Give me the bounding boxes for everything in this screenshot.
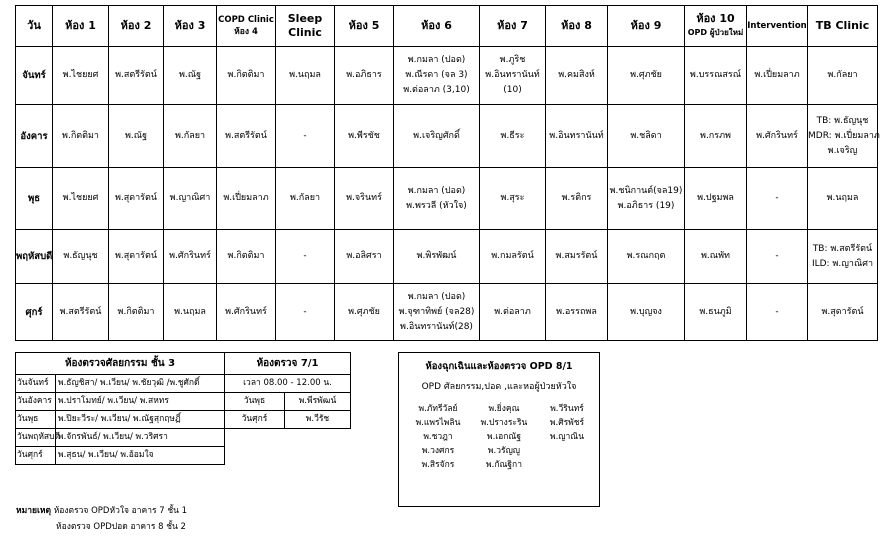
schedule-cell (685, 47, 747, 105)
column-header (109, 6, 164, 47)
schedule-cell (109, 230, 164, 284)
room-71-doctor: พ.วีรัช (285, 411, 351, 429)
doctor-name: พ.เจริญ (827, 145, 858, 156)
schedule-cell (546, 168, 608, 230)
doctor-name: พ.อินทรานันท์(28) (400, 321, 473, 332)
schedule-cell (608, 284, 685, 341)
schedule-cell (164, 105, 217, 168)
doctor-name: พ.กิตติมา (227, 251, 265, 261)
schedule-cell (394, 47, 480, 105)
schedule-cell (480, 284, 546, 341)
doctor-name: พ.ณัฐ (178, 70, 202, 80)
header-text: ห้อง 7 (497, 19, 528, 32)
schedule-cell (808, 168, 878, 230)
schedule-cell (546, 105, 608, 168)
doctor-name: พ.อลิศรา (346, 251, 382, 261)
room-71-title: ห้องตรวจ 7/1 (225, 353, 351, 375)
table-row (16, 284, 878, 341)
doctor-name: พ.ต่อลาภ (494, 306, 531, 317)
opd-81-doctor: พ.ญาณิน (549, 432, 585, 442)
doctor-name: พ.พิรพัฒน์ (416, 251, 457, 261)
room-71-day: วันศุกร์ (225, 411, 285, 429)
header-text: ห้อง 1 (65, 19, 96, 32)
doctor-name: (10) (503, 85, 522, 95)
doctor-name: พ.ธัญนุช (63, 251, 98, 261)
doctor-name: พ.ปฐมพล (697, 193, 734, 203)
doctor-name: - (775, 193, 779, 203)
opd-81-doctor: พ.วีรินทร์ (550, 404, 584, 414)
schedule-cell (546, 230, 608, 284)
schedule-cell (608, 105, 685, 168)
header-text: ห้อง 6 (421, 19, 452, 32)
schedule-cell (747, 230, 808, 284)
doctor-name: พ.ณัฐ (124, 130, 148, 141)
schedule-cell (394, 230, 480, 284)
day-cell: จันทร์ (16, 47, 53, 105)
column-header (335, 6, 394, 47)
header-text: Sleep (287, 12, 323, 25)
opd-81-doctor: พ.ศิรพัชร์ (549, 418, 585, 428)
doctor-name: พ.ณีรดา (จล 3) (405, 70, 468, 80)
doctor-name: พ.นฤมล (826, 193, 859, 203)
schedule-cell (685, 168, 747, 230)
opd-81-title: ห้องฉุกเฉินและห้องตรวจ OPD 8/1 (425, 361, 573, 372)
doctor-name: พ.รติกร (561, 193, 592, 203)
header-text: ห้อง 8 (561, 19, 592, 32)
doctor-name: พ.อรรถพล (556, 306, 597, 317)
schedule-cell (276, 168, 335, 230)
doctor-name: MDR: พ.เปี่ยมลาภ (808, 130, 880, 141)
doctor-name: พ.ศุภชัย (348, 306, 380, 317)
doctor-name: พ.ณพัท (700, 251, 730, 261)
surgery-day: วันอังคาร (16, 393, 56, 411)
doctor-name: พ.สุดารัตน์ (821, 306, 864, 317)
schedule-cell (217, 284, 276, 341)
schedule-cell (685, 230, 747, 284)
surgery-doctors: พ.ปราโมทย์/ พ.เวียน/ พ.สหทร (56, 393, 225, 411)
schedule-cell (164, 168, 217, 230)
doctor-name: พ.กรภพ (700, 130, 731, 141)
schedule-cell (217, 230, 276, 284)
doctor-name: พ.นฤมล (289, 70, 321, 80)
column-header (546, 6, 608, 47)
schedule-cell (53, 284, 109, 341)
schedule-cell (608, 168, 685, 230)
schedule-cell (217, 47, 276, 105)
surgery-day: วันพุธ (16, 411, 56, 429)
schedule-cell (53, 168, 109, 230)
schedule-cell (335, 47, 394, 105)
opd-81-doctor: พ.ปรางระริน (480, 418, 528, 428)
schedule-cell (480, 168, 546, 230)
header-text: ห้อง 2 (120, 19, 152, 32)
doctor-name: - (775, 306, 779, 317)
schedule-cell (685, 284, 747, 341)
doctor-name: พ.บรรณสรณ์ (689, 70, 742, 80)
doctor-name: พ.ศักรินทร์ (169, 251, 211, 261)
doctor-name: พ.ชนิกานต์(จล19) (609, 185, 683, 196)
opd-81-doctor: พ.วงศกร (421, 446, 455, 456)
doctor-name: พ.กมลา (ปอด) (407, 291, 466, 302)
doctor-name: พ.พรวลี (หัวใจ) (406, 200, 467, 211)
opd-81-doctor: พ.ภัทรีวัลย์ (418, 404, 458, 414)
column-header (394, 6, 480, 47)
schedule-cell (217, 168, 276, 230)
opd-81-doctor: พ.วรัญญู (487, 446, 521, 456)
notes (16, 503, 187, 535)
doctor-name: พ.นฤมล (174, 306, 206, 317)
doctor-name: พ.สมรรัตน์ (555, 251, 598, 261)
surgery-day: วันพฤหัสบดี (16, 429, 56, 447)
schedule-cell (335, 105, 394, 168)
opd-81-doctor-grid (405, 402, 599, 472)
doctor-name: พ.สุระ (500, 193, 525, 203)
schedule-cell (546, 284, 608, 341)
doctor-name: พ.บุญจง (630, 306, 662, 317)
room-71-doctor: พ.พีรพัฒน์ (285, 393, 351, 411)
schedule-cell (53, 230, 109, 284)
schedule-cell (335, 284, 394, 341)
doctor-name: พ.ภูริช (499, 55, 526, 65)
opd-81-doctor: พ.เอกณัฐ (486, 432, 522, 442)
schedule-cell (164, 47, 217, 105)
surgery-doctors: พ.ปิยะวีระ/ พ.เวียน/ พ.ณัฐสุกฤษฏิ์ (56, 411, 225, 429)
header-text: Intervention (747, 21, 807, 31)
schedule-cell (164, 230, 217, 284)
doctor-name: พ.กิตติมา (117, 306, 155, 317)
opd-81-doctor (537, 444, 597, 458)
schedule-cell (276, 230, 335, 284)
header-text: TB Clinic (815, 19, 870, 32)
doctor-name: พ.สุดารัตน์ (114, 251, 158, 261)
header-text: ห้อง 5 (348, 19, 380, 32)
doctor-name: พ.ธนภูมิ (699, 306, 732, 317)
schedule-cell (53, 105, 109, 168)
doctor-name: ILD: พ.ญาณิศา (811, 258, 874, 269)
header-row (16, 6, 878, 47)
note-line-1: ห้องตรวจ OPDหัวใจ อาคาร 7 ชั้น 1 (53, 506, 188, 516)
doctor-name: พ.ศุภชัย (630, 70, 662, 80)
schedule-cell (480, 47, 546, 105)
doctor-name: พ.ธีระ (500, 130, 525, 141)
doctor-name: พ.ชลิดา (630, 130, 662, 141)
doctor-name: พ.พีรชัช (348, 130, 380, 141)
schedule-cell (480, 230, 546, 284)
header-text: COPD Clinic (218, 15, 274, 25)
doctor-name: พ.กมลา (ปอด) (407, 55, 466, 65)
doctor-name: พ.กิตติมา (227, 70, 265, 80)
column-header (685, 6, 747, 47)
column-header (164, 6, 217, 47)
table-row (16, 47, 878, 105)
opd-81-doctor: พ.สิรจักร (421, 460, 455, 470)
header-text: Clinic (288, 26, 322, 39)
header-text: ห้อง 3 (174, 19, 206, 32)
column-header (217, 6, 276, 47)
doctor-name: พ.ต่อลาภ (3,10) (403, 85, 470, 95)
schedule-cell (276, 284, 335, 341)
doctor-name: พ.สตรีรัตน์ (59, 306, 102, 317)
header-text: ห้อง 9 (630, 19, 662, 32)
opd-81-doctor: พ.ยิ่งคุณ (488, 404, 520, 414)
doctor-name: พ.รณกฤต (626, 251, 666, 261)
doctor-name: พ.อินทรานันท์ (485, 70, 540, 80)
day-cell: อังคาร (16, 105, 53, 168)
schedule-cell (608, 230, 685, 284)
column-header (608, 6, 685, 47)
opd-81-doctor: พ.กัณฐิกา (486, 460, 522, 470)
doctor-name: - (303, 306, 307, 317)
column-header (16, 6, 53, 47)
schedule-cell (164, 284, 217, 341)
doctor-name: พ.เปี่ยมลาภ (223, 193, 269, 203)
doctor-name: พ.จุฑาทิพย์ (จล28) (398, 306, 475, 317)
doctor-name: พ.คมสิงห์ (558, 70, 595, 80)
note-line-2: ห้องตรวจ OPDปอด อาคาร 8 ชั้น 2 (56, 522, 186, 532)
doctor-name: พ.เจริญศักดิ์ (413, 130, 460, 141)
room-71-day: วันพุธ (225, 393, 285, 411)
schedule-cell (335, 168, 394, 230)
header-text: OPD ผู้ป่วยใหม่ (687, 28, 744, 37)
doctor-name: พ.อภิธาร (346, 70, 382, 80)
doctor-name: - (775, 251, 779, 261)
doctor-name: พ.กิตติมา (62, 130, 99, 141)
doctor-name: พ.ศักรินทร์ (756, 130, 798, 141)
schedule-cell (808, 47, 878, 105)
doctor-name: พ.กมลา (ปอด) (407, 185, 466, 196)
weekly-schedule-table (15, 5, 878, 341)
schedule-cell (808, 284, 878, 341)
doctor-name: พ.สตรีรัตน์ (225, 130, 267, 141)
schedule-cell (394, 168, 480, 230)
schedule-cell (808, 105, 878, 168)
doctor-name: - (303, 251, 307, 261)
opd-81-doctor (537, 458, 597, 472)
surgery-and-room71-table (15, 352, 351, 465)
opd-81-doctor: พ.แพรไพลิน (415, 418, 461, 428)
schedule-cell (335, 230, 394, 284)
schedule-cell (394, 284, 480, 341)
schedule-cell (808, 230, 878, 284)
table-row (16, 105, 878, 168)
surgery-day: วันจันทร์ (16, 375, 56, 393)
schedule-cell (747, 168, 808, 230)
opd-81-box (398, 352, 600, 507)
schedule-cell (109, 105, 164, 168)
doctor-name: พ.กัลยา (827, 70, 858, 80)
schedule-cell (608, 47, 685, 105)
doctor-name: พ.อภิธาร (19) (617, 200, 675, 211)
column-header (808, 6, 878, 47)
surgery-doctors: พ.จักรพันธ์/ พ.เวียน/ พ.วริศรา (56, 429, 225, 447)
schedule-cell (747, 47, 808, 105)
schedule-cell (394, 105, 480, 168)
doctor-name: พ.จรินทร์ (346, 193, 382, 203)
day-cell: ศุกร์ (16, 284, 53, 341)
day-cell: พุธ (16, 168, 53, 230)
room-71-time: เวลา 08.00 - 12.00 น. (225, 375, 351, 393)
column-header (480, 6, 546, 47)
schedule-cell (747, 105, 808, 168)
header-text: วัน (27, 19, 41, 32)
doctor-name: พ.ญาณิศา (169, 193, 211, 203)
schedule-cell (685, 105, 747, 168)
header-text: ห้อง 4 (234, 27, 258, 37)
doctor-name: พ.ศักรินทร์ (225, 306, 267, 317)
schedule-cell (217, 105, 276, 168)
doctor-name: TB: พ.สตรีรัตน์ (812, 243, 873, 254)
column-header (53, 6, 109, 47)
schedule-cell (109, 168, 164, 230)
surgery-day: วันศุกร์ (16, 447, 56, 465)
schedule-cell (109, 47, 164, 105)
table-row (16, 168, 878, 230)
doctor-name: พ.กัลยา (289, 193, 321, 203)
doctor-name: พ.เปี่ยมลาภ (754, 70, 800, 80)
table-row (16, 230, 878, 284)
doctor-name: TB: พ.ธัญนุช (816, 115, 869, 126)
day-cell: พฤหัสบดี (16, 230, 53, 284)
opd-81-subtitle: OPD ศัลยกรรม,ปอด ,และหอผู้ป่วยหัวใจ (421, 382, 577, 392)
schedule-cell (276, 105, 335, 168)
doctor-name: พ.อินทรานันท์ (549, 130, 604, 141)
doctor-name: พ.กัลยา (174, 130, 206, 141)
surgery-doctors: พ.สุธน/ พ.เวียน/ พ.อ้อมใจ (56, 447, 225, 465)
column-header (747, 6, 808, 47)
doctor-name: พ.สตรีรัตน์ (115, 70, 157, 80)
schedule-cell (747, 284, 808, 341)
schedule-cell (53, 47, 109, 105)
column-header (276, 6, 335, 47)
schedule-cell (546, 47, 608, 105)
doctor-name: พ.สุดารัตน์ (114, 193, 158, 203)
doctor-name: พ.กมลรัตน์ (491, 251, 534, 261)
schedule-cell (109, 284, 164, 341)
surgery-doctors: พ.ธัญชิสา/ พ.เวียน/ พ.ชัยวุฒิ /พ.ชูศักดิ์ (56, 375, 225, 393)
schedule-cell (480, 105, 546, 168)
header-text: ห้อง 10 (696, 12, 735, 25)
doctor-name: พ.ไชยยศ (62, 193, 99, 203)
notes-label: หมายเหตุ (16, 506, 51, 516)
schedule-cell (276, 47, 335, 105)
surgery-room-title: ห้องตรวจศัลยกรรม ชั้น 3 (16, 353, 225, 375)
opd-81-doctor: พ.ชวฎา (423, 432, 453, 442)
doctor-name: พ.ไชยยศ (62, 70, 99, 80)
doctor-name: - (303, 130, 307, 141)
